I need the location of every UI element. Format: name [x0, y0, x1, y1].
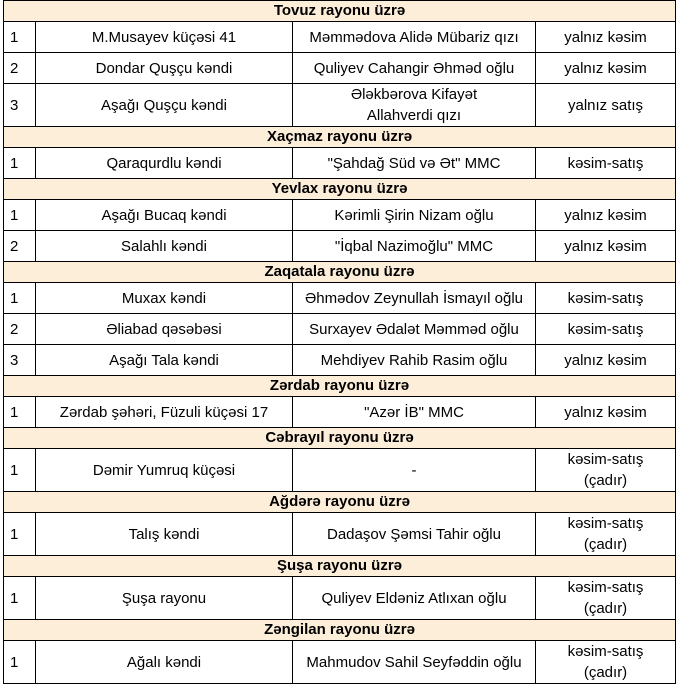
row-owner: -	[293, 449, 536, 492]
section-header-row	[4, 556, 676, 577]
section-title: Tovuz rayonu üzrə	[4, 1, 676, 22]
section-title: Ağdərə rayonu üzrə	[4, 492, 676, 513]
row-owner: Surxayev Ədalət Məmməd oğlu	[293, 314, 536, 345]
section-title: Yevlax rayonu üzrə	[4, 179, 676, 200]
row-type: yalnız kəsim	[536, 22, 676, 53]
row-owner: Quliyev Eldəniz Atlıxan oğlu	[293, 577, 536, 620]
row-address: Zərdab şəhəri, Füzuli küçəsi 17	[36, 397, 293, 428]
row-owner: Kərimli Şirin Nizam oğlu	[293, 200, 536, 231]
row-address: Dondar Quşçu kəndi	[36, 53, 293, 84]
table-row	[4, 314, 676, 345]
row-type: yalnız kəsim	[536, 397, 676, 428]
row-address: Ağalı kəndi	[36, 641, 293, 684]
section-header-row	[4, 428, 676, 449]
row-type: yalnız kəsim	[536, 53, 676, 84]
row-owner: Quliyev Cahangir Əhməd oğlu	[293, 53, 536, 84]
row-number: 3	[4, 84, 36, 127]
table-row	[4, 283, 676, 314]
row-address: Aşağı Tala kəndi	[36, 345, 293, 376]
row-address: Əliabad qəsəbəsi	[36, 314, 293, 345]
row-number: 1	[4, 397, 36, 428]
row-type: kəsim-satış (çadır)	[536, 513, 676, 556]
row-address: Aşağı Quşçu kəndi	[36, 84, 293, 127]
row-type: kəsim-satış	[536, 283, 676, 314]
row-type: kəsim-satış (çadır)	[536, 449, 676, 492]
row-type: yalnız kəsim	[536, 231, 676, 262]
section-header-row	[4, 127, 676, 148]
row-type: kəsim-satış	[536, 148, 676, 179]
row-type: yalnız satış	[536, 84, 676, 127]
row-address: M.Musayev küçəsi 41	[36, 22, 293, 53]
row-address: Aşağı Bucaq kəndi	[36, 200, 293, 231]
row-type: yalnız kəsim	[536, 345, 676, 376]
table-row	[4, 148, 676, 179]
table-row	[4, 513, 676, 556]
row-type: yalnız kəsim	[536, 200, 676, 231]
section-header-row	[4, 262, 676, 283]
row-number: 1	[4, 22, 36, 53]
section-header-row	[4, 620, 676, 641]
row-owner: Dadaşov Şəmsi Tahir oğlu	[293, 513, 536, 556]
row-number: 1	[4, 449, 36, 492]
table-row	[4, 231, 676, 262]
row-address: Muxax kəndi	[36, 283, 293, 314]
table-row	[4, 641, 676, 684]
section-title: Şuşa rayonu üzrə	[4, 556, 676, 577]
row-owner: "Azər İB" MMC	[293, 397, 536, 428]
section-title: Cəbrayıl rayonu üzrə	[4, 428, 676, 449]
row-address: Şuşa rayonu	[36, 577, 293, 620]
row-type: kəsim-satış (çadır)	[536, 641, 676, 684]
row-number: 2	[4, 53, 36, 84]
table-row	[4, 397, 676, 428]
row-owner: Mehdiyev Rahib Rasim oğlu	[293, 345, 536, 376]
row-address: Qaraqurdlu kəndi	[36, 148, 293, 179]
row-address: Salahlı kəndi	[36, 231, 293, 262]
row-owner: "İqbal Nazimoğlu" MMC	[293, 231, 536, 262]
section-title: Zaqatala rayonu üzrə	[4, 262, 676, 283]
section-header-row	[4, 1, 676, 22]
row-number: 1	[4, 513, 36, 556]
row-number: 2	[4, 231, 36, 262]
section-header-row	[4, 376, 676, 397]
row-number: 1	[4, 148, 36, 179]
table-row	[4, 84, 676, 127]
district-table	[3, 0, 676, 684]
district-table-body	[4, 1, 676, 684]
row-owner: Əhmədov Zeynullah İsmayıl oğlu	[293, 283, 536, 314]
table-row	[4, 200, 676, 231]
row-number: 1	[4, 200, 36, 231]
row-owner: Ələkbərova Kifayət Allahverdi qızı	[293, 84, 536, 127]
row-number: 3	[4, 345, 36, 376]
row-number: 1	[4, 641, 36, 684]
section-title: Zərdab rayonu üzrə	[4, 376, 676, 397]
section-header-row	[4, 492, 676, 513]
row-type: kəsim-satış	[536, 314, 676, 345]
row-owner: Mahmudov Sahil Seyfəddin oğlu	[293, 641, 536, 684]
row-type: kəsim-satış (çadır)	[536, 577, 676, 620]
row-number: 1	[4, 577, 36, 620]
row-number: 2	[4, 314, 36, 345]
table-row	[4, 53, 676, 84]
table-row	[4, 345, 676, 376]
row-address: Dəmir Yumruq küçəsi	[36, 449, 293, 492]
row-owner: Məmmədova Alidə Mübariz qızı	[293, 22, 536, 53]
table-row	[4, 577, 676, 620]
row-owner: "Şahdağ Süd və Ət" MMC	[293, 148, 536, 179]
section-title: Zəngilan rayonu üzrə	[4, 620, 676, 641]
row-number: 1	[4, 283, 36, 314]
section-title: Xaçmaz rayonu üzrə	[4, 127, 676, 148]
section-header-row	[4, 179, 676, 200]
table-row	[4, 22, 676, 53]
row-address: Talış kəndi	[36, 513, 293, 556]
table-row	[4, 449, 676, 492]
